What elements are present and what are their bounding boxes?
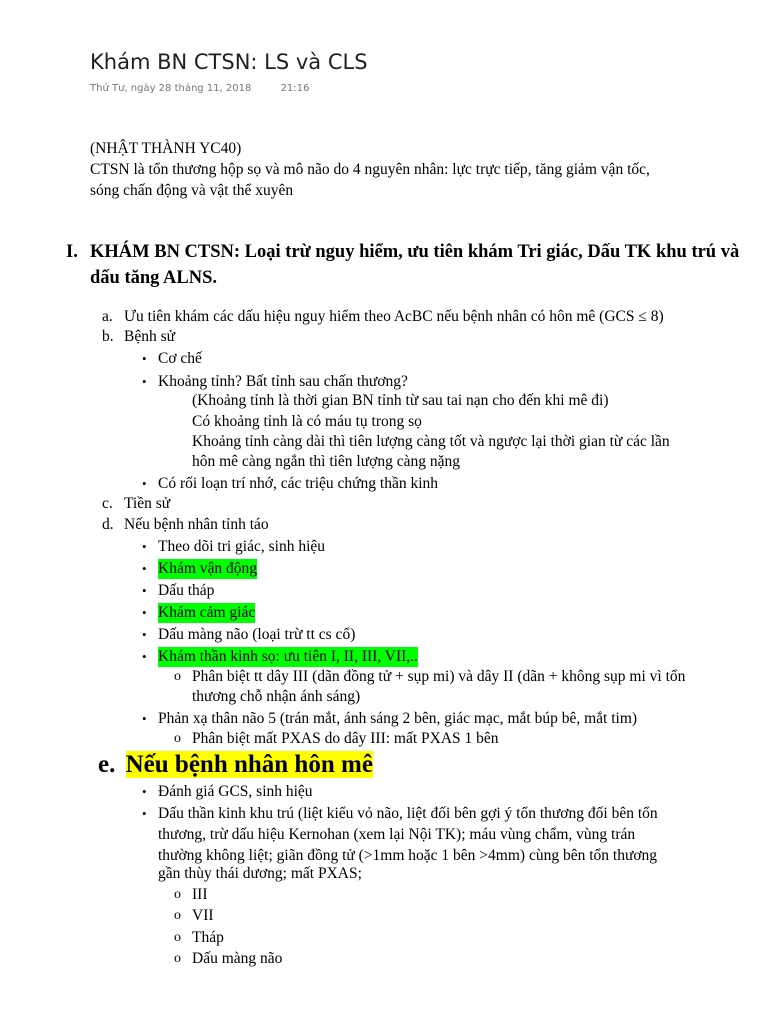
bullet-icon: • [142, 605, 147, 620]
list-text-d: Nếu bệnh nhân tỉnh táo [124, 516, 269, 533]
bullet-icon: • [142, 539, 147, 554]
list-item-e [98, 749, 373, 781]
bullet-text: Dấu màng não (loại trừ tt cs cổ) [158, 626, 356, 643]
circle-bullet-icon: o [174, 669, 181, 684]
bullet-text: Cơ chế [158, 350, 202, 367]
bullet-text: thường không liệt; giãn đồng tử (>1mm hoặc 1 bên >4mm) cùng bên tổn thương [158, 847, 658, 864]
bullet-icon: • [142, 784, 147, 799]
bullet-icon: • [142, 649, 147, 664]
bullet-text: thương, trừ dấu hiệu Kernohan (xem lại Nội TK); máu vùng chẩm, vùng trán [158, 826, 636, 843]
bullet-text: Có rối loạn trí nhớ, các triệu chứng thần kinh [158, 475, 439, 492]
sub-bullet-text: Phân biệt tt dây III (dãn đồng tử + sụp mi) và dây II (dãn + không sụp mi vì tổn [192, 668, 686, 685]
page-title: Khám BN CTSN: LS và CLS [90, 50, 368, 74]
circle-bullet-icon: o [174, 930, 181, 945]
bullet-icon: • [142, 476, 147, 491]
intro-line-1: (NHẬT THÀNH YC40) [90, 140, 242, 157]
sub-bullet-text: VII [192, 907, 214, 924]
circle-bullet-icon: o [174, 951, 181, 966]
note-text: hôn mê càng ngắn thì tiên lượng càng nặng [192, 453, 460, 470]
list-label-c: c. [102, 495, 113, 512]
intro-line-2: CTSN là tổn thương hộp sọ và mô não do 4 nguyên nhân: lực trực tiếp, tăng giảm vận tốc, [90, 161, 650, 178]
list-label-e: e. [98, 751, 116, 778]
bullet-text: gần thùy thái dương; mất PXAS; [158, 865, 362, 882]
bullet-icon: • [142, 351, 147, 366]
page-date: Thứ Tư, ngày 28 tháng 11, 2018 [90, 83, 252, 94]
note-text: (Khoảng tỉnh là thời gian BN tỉnh từ sau tai nạn cho đến khi mê đi) [192, 392, 609, 409]
bullet-icon: • [142, 627, 147, 642]
list-label-a: a. [102, 308, 113, 325]
bullet-text: Dấu thần kinh khu trú (liệt kiểu vỏ não, liệt đối bên gợi ý tổn thương đối bên tổn [158, 805, 658, 822]
bullet-icon: • [142, 374, 147, 389]
section-heading [66, 239, 756, 291]
circle-bullet-icon: o [174, 731, 181, 746]
highlighted-text: Khám vận động [158, 560, 258, 577]
page-time: 21:16 [280, 83, 310, 94]
list-text-c: Tiền sử [124, 495, 171, 512]
bullet-icon: • [142, 583, 147, 598]
highlighted-text: Khám thần kinh sọ: ưu tiên I, II, III, VII,.. [158, 648, 418, 665]
note-text: Có khoảng tỉnh là có máu tụ trong sọ [192, 413, 422, 430]
sub-bullet-text: Dấu màng não [192, 950, 283, 967]
sub-bullet-text: Phân biệt mất PXAS do dây III: mất PXAS 1 bên [192, 730, 499, 747]
bullet-text: Đánh giá GCS, sinh hiệu [158, 783, 313, 800]
sub-bullet-text: thương chỗ nhận ánh sáng) [192, 688, 361, 705]
list-text-b: Bệnh sử [124, 328, 176, 345]
list-text-a: Ưu tiên khám các dấu hiệu nguy hiểm theo AcBC nếu bệnh nhân có hôn mê (GCS ≤ 8) [124, 308, 664, 325]
intro-line-3: sóng chấn động và vật thể xuyên [90, 182, 294, 199]
circle-bullet-icon: o [174, 887, 181, 902]
bullet-text: Dấu tháp [158, 582, 215, 599]
list-label-b: b. [102, 328, 114, 345]
sub-bullet-text: Tháp [192, 929, 224, 946]
sub-bullet-text: III [192, 886, 208, 903]
page-meta [90, 83, 309, 94]
bullet-text: Theo dõi tri giác, sinh hiệu [158, 538, 326, 555]
bullet-icon: • [142, 711, 147, 726]
bullet-text: Phản xạ thân não 5 (trán mắt, ánh sáng 2 bên, giác mạc, mắt búp bê, mắt tim) [158, 710, 638, 727]
note-text: Khoảng tỉnh càng dài thì tiên lượng càng tốt và ngược lại thời gian từ các lần [192, 433, 670, 450]
section-number: I. [66, 242, 78, 262]
circle-bullet-icon: o [174, 908, 181, 923]
highlighted-text: Khám cảm giác [158, 604, 256, 621]
bullet-text: Khoảng tỉnh? Bất tỉnh sau chấn thương? [158, 373, 408, 390]
section-heading-text: KHÁM BN CTSN: Loại trừ nguy hiểm, ưu tiên khám Tri giác, Dấu TK khu trú và dấu tăng ALNS. [90, 242, 740, 288]
list-label-d: d. [102, 516, 114, 533]
list-text-e: Nếu bệnh nhân hôn mê [125, 751, 373, 778]
bullet-icon: • [142, 561, 147, 576]
bullet-icon: • [142, 806, 147, 821]
